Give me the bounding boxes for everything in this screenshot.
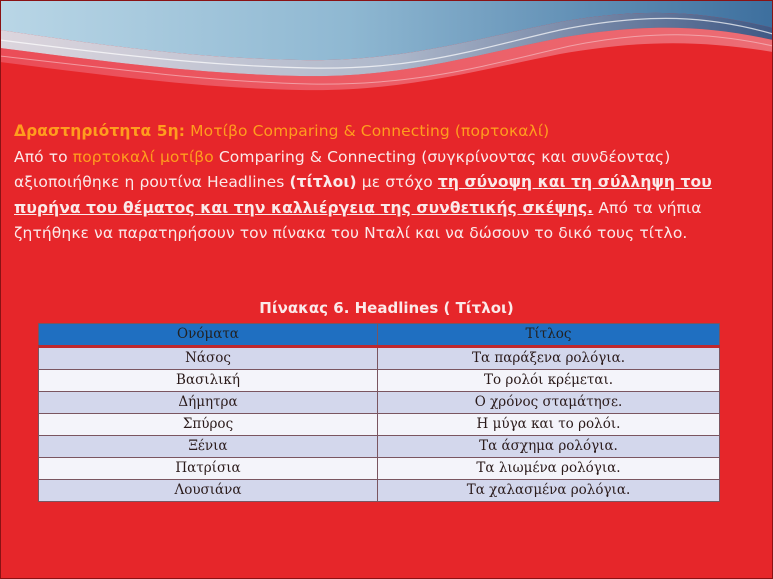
- text-segment-d: Από τα νήπια ζητήθηκε να παρατηρήσουν τον πίνακα του Νταλί και να δώσουν το δικό τους τίτλο.: [14, 198, 702, 242]
- name-cell: Πατρίσια: [39, 458, 378, 480]
- activity-description: [14, 119, 734, 247]
- header-names: Ονόματα: [39, 324, 378, 347]
- title-cell: Τα χαλασμένα ρολόγια.: [378, 480, 720, 502]
- title-cell: Τα παράξενα ρολόγια.: [378, 347, 720, 370]
- name-cell: Λουσιάνα: [39, 480, 378, 502]
- goal-underlined-text: τη σύνοψη και τη σύλληψη του πυρήνα του θέματος και την καλλιέργεια της συνθετικής σκέψης.: [14, 173, 712, 217]
- name-cell: Δήμητρα: [39, 392, 378, 414]
- name-cell: Ξένια: [39, 436, 378, 458]
- name-cell: Βασιλική: [39, 370, 378, 392]
- title-cell: Τα λιωμένα ρολόγια.: [378, 458, 720, 480]
- title-cell: Η μύγα και το ρολόι.: [378, 414, 720, 436]
- orange-motif-text: πορτοκαλί μοτίβο: [72, 147, 214, 166]
- table-header-row: [39, 324, 720, 347]
- text-segment-b: Comparing & Connecting (συγκρίνοντας και συνδέοντας) αξιοποιήθηκε η ρουτίνα Headlines: [14, 147, 671, 191]
- table-row: [39, 414, 720, 436]
- table-row: [39, 370, 720, 392]
- title-cell: Το ρολόι κρέμεται.: [378, 370, 720, 392]
- header-title: Τίτλος: [378, 324, 720, 347]
- titles-bold-text: (τίτλοι): [289, 173, 357, 191]
- table-row: [39, 458, 720, 480]
- name-cell: Νάσος: [39, 347, 378, 370]
- title-cell: Ο χρόνος σταμάτησε.: [378, 392, 720, 414]
- name-cell: Σπύρος: [39, 414, 378, 436]
- table-caption: Πίνακας 6. Headlines ( Τίτλοι): [259, 299, 514, 317]
- text-segment-a: Από το: [14, 147, 73, 166]
- activity-heading-bold: Δραστηριότητα 5η:: [14, 122, 186, 140]
- text-segment-c: με στόχο: [356, 173, 438, 191]
- title-cell: Τα άσχημα ρολόγια.: [378, 436, 720, 458]
- activity-heading-rest: Μοτίβο Comparing & Connecting (πορτοκαλί): [185, 122, 550, 140]
- table-row: [39, 436, 720, 458]
- headlines-table: [38, 323, 720, 502]
- table-row: [39, 480, 720, 502]
- table-row: [39, 392, 720, 414]
- table-row: [39, 347, 720, 370]
